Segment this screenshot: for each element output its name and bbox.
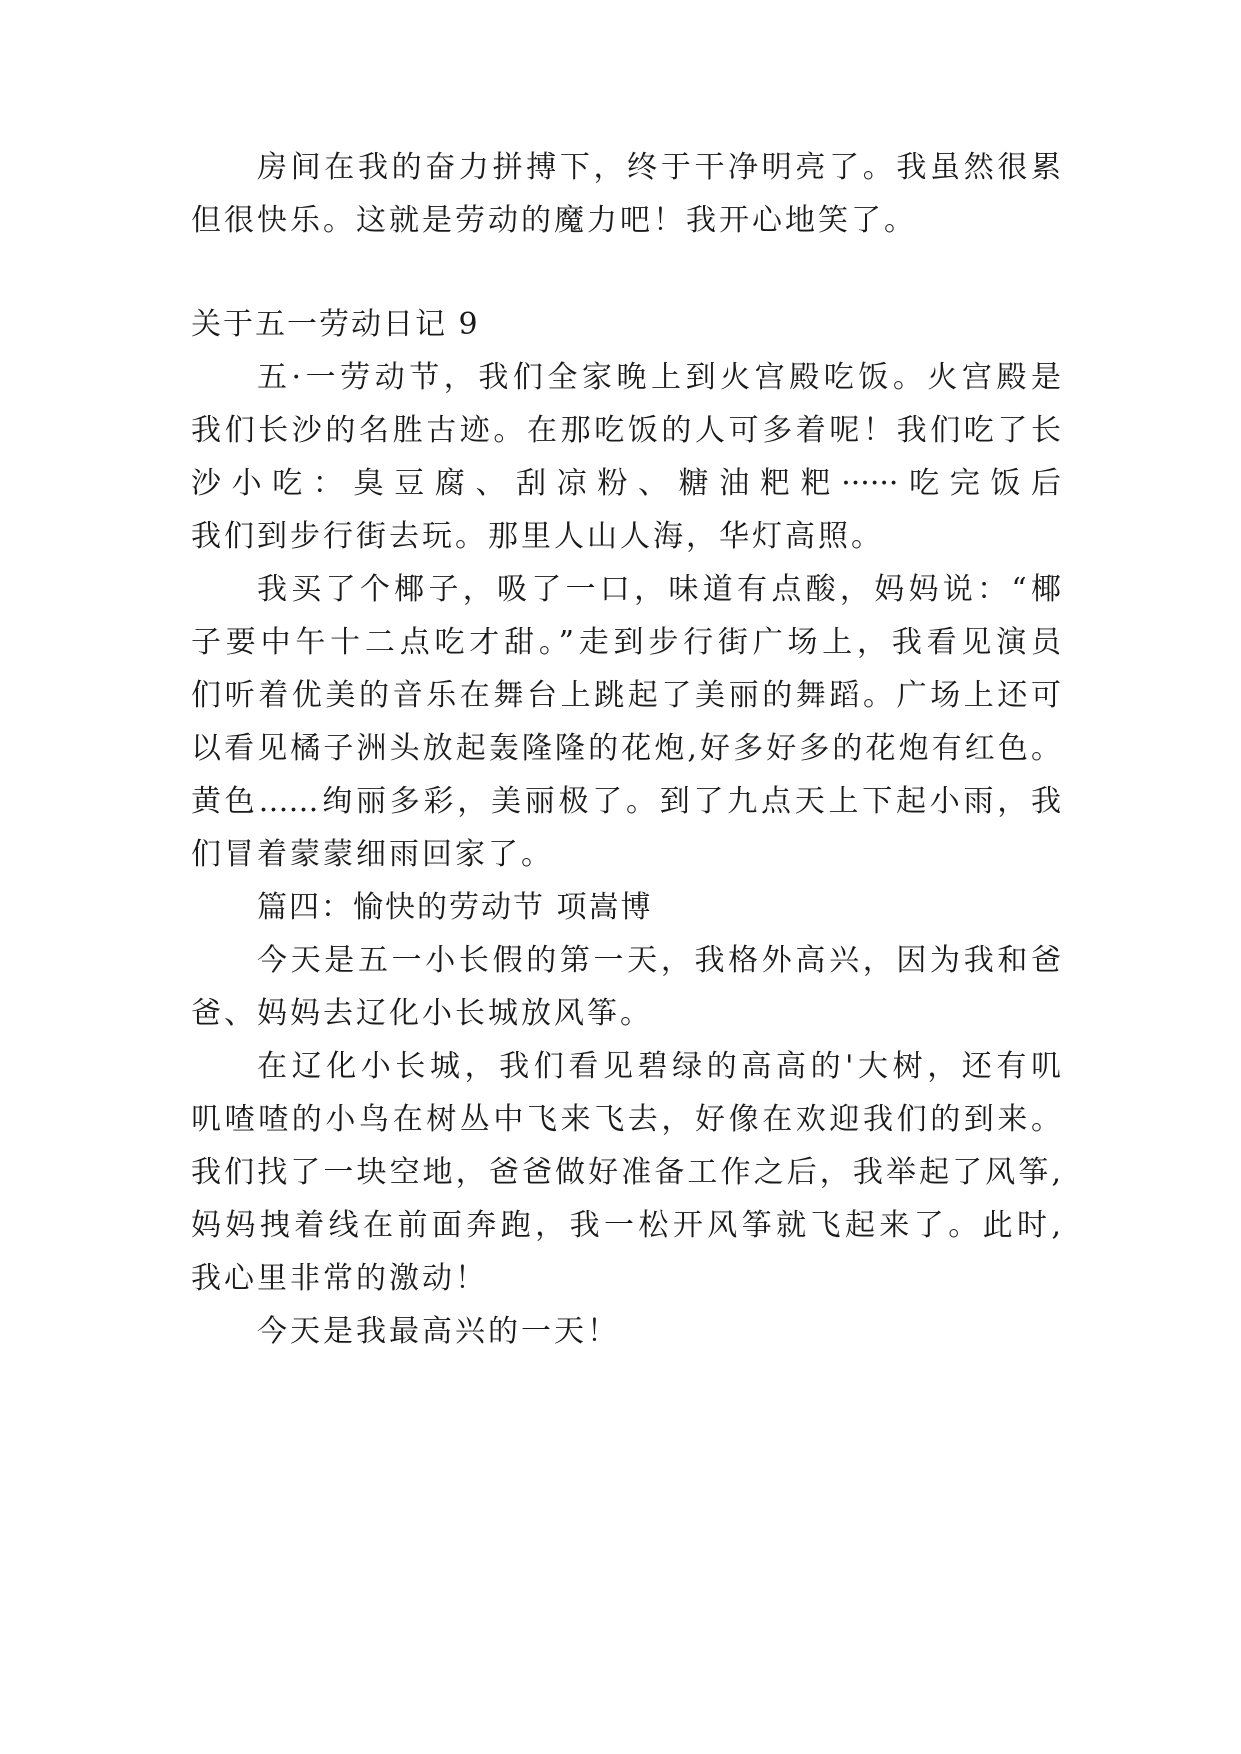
paragraph-line: 子要中午十二点吃才甜。”走到步行街广场上，我看见演员 bbox=[191, 625, 1061, 660]
paragraph-line: 今天是五一小长假的第一天，我格外高兴，因为我和爸 bbox=[257, 943, 1061, 978]
paragraph-line: 妈妈拽着线在前面奔跑，我一松开风筝就飞起来了。此时, bbox=[191, 1208, 1061, 1243]
paragraph-line: 房间在我的奋力拼搏下，终于干净明亮了。我虽然很累 bbox=[257, 150, 1061, 185]
paragraph-line: 叽喳喳的小鸟在树丛中飞来飞去，好像在欢迎我们的到来。 bbox=[191, 1102, 1061, 1137]
paragraph-line: 我们找了一块空地，爸爸做好准备工作之后，我举起了风筝, bbox=[191, 1155, 1061, 1190]
paragraph-line: 今天是我最高兴的一天！ bbox=[257, 1314, 620, 1349]
paragraph-line: 我们到步行街去玩。那里人山人海，华灯高照。 bbox=[191, 519, 884, 554]
paragraph-line: 黄色……绚丽多彩，美丽极了。到了九点天上下起小雨，我 bbox=[191, 784, 1061, 819]
paragraph-line: 我心里非常的激动！ bbox=[191, 1261, 488, 1296]
paragraph-line: 我买了个椰子，吸了一口，味道有点酸，妈妈说：“椰 bbox=[257, 572, 1061, 607]
paragraph-line: 们冒着蒙蒙细雨回家了。 bbox=[191, 837, 554, 872]
paragraph-line: 但很快乐。这就是劳动的魔力吧！我开心地笑了。 bbox=[191, 203, 917, 238]
article-title: 篇四：愉快的劳动节 项嵩博 bbox=[257, 890, 653, 925]
section-heading: 关于五一劳动日记 9 bbox=[191, 307, 480, 342]
paragraph-line: 我们长沙的名胜古迹。在那吃饭的人可多着呢！我们吃了长 bbox=[191, 413, 1061, 448]
paragraph-line: 以看见橘子洲头放起轰隆隆的花炮,好多好多的花炮有红色。 bbox=[191, 731, 1061, 766]
paragraph-line: 爸、妈妈去辽化小长城放风筝。 bbox=[191, 996, 653, 1031]
paragraph-line: 在辽化小长城，我们看见碧绿的高高的'大树，还有叽 bbox=[257, 1049, 1061, 1084]
paragraph-line: 沙小吃：臭豆腐、刮凉粉、糖油粑粑······吃完饭后 bbox=[191, 466, 1061, 501]
paragraph-line: 们听着优美的音乐在舞台上跳起了美丽的舞蹈。广场上还可 bbox=[191, 678, 1061, 713]
paragraph-line: 五·一劳动节，我们全家晚上到火宫殿吃饭。火宫殿是 bbox=[257, 360, 1061, 395]
